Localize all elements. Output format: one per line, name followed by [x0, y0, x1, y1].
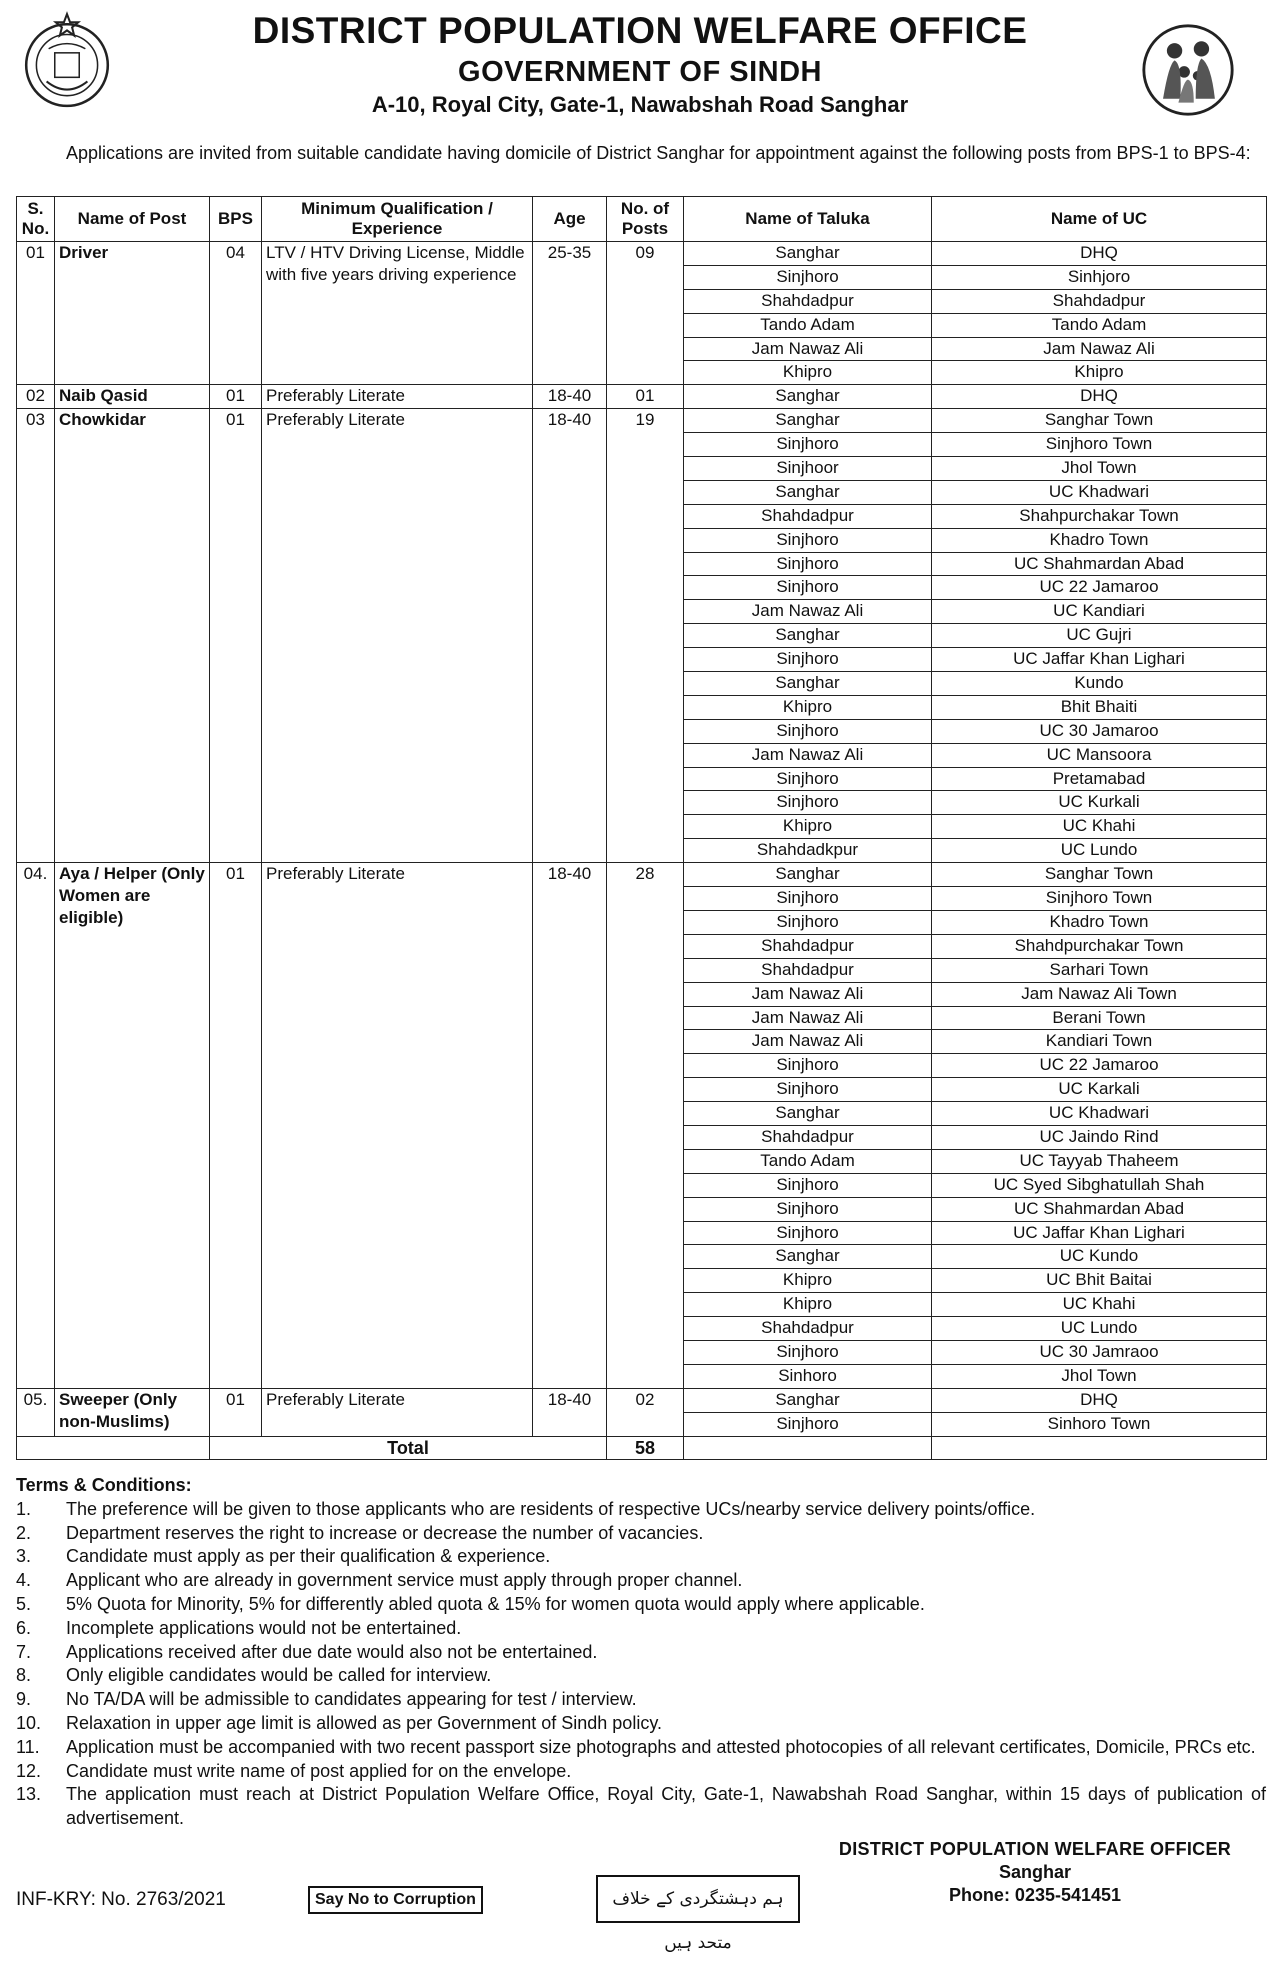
uc-cell: Shahdpurchakar Town: [932, 934, 1267, 958]
taluka-cell: Jam Nawaz Ali: [684, 1006, 932, 1030]
table-row: [17, 1388, 1267, 1412]
population-welfare-logo-icon: [1140, 22, 1236, 118]
term-number: 1.: [16, 1498, 32, 1519]
uc-cell: UC Jaffar Khan Lighari: [932, 648, 1267, 672]
taluka-cell: Sanghar: [684, 624, 932, 648]
table-row: [17, 863, 1267, 887]
qualification-cell: LTV / HTV Driving License, Middle with five years driving experience: [262, 242, 533, 385]
uc-cell: Khadro Town: [932, 528, 1267, 552]
post-name-cell: Aya / Helper (Only Women are eligible): [55, 863, 210, 1389]
bps-cell: 04: [210, 242, 262, 385]
term-text: The application must reach at District Population Welfare Office, Royal City, Gate-1, Nawabshah Road Sanghar, within 15 days of publication of advertisement.: [66, 1784, 1266, 1829]
age-cell: 18-40: [533, 863, 607, 1389]
posts-count-cell: 19: [607, 409, 684, 863]
signatory-place: Sanghar: [998, 1862, 1072, 1882]
uc-cell: UC 22 Jamaroo: [932, 576, 1267, 600]
term-text: Incomplete applications would not be entertained.: [66, 1617, 462, 1638]
term-number: 10.: [16, 1712, 42, 1733]
term-text: Applicant who are already in government service must apply through proper channel.: [66, 1570, 743, 1591]
uc-cell: Sarhari Town: [932, 958, 1267, 982]
serial-number-cell: 03: [17, 409, 55, 863]
taluka-cell: Sinjhoro: [684, 552, 932, 576]
uc-cell: Sinjhoro Town: [932, 433, 1267, 457]
qualification-cell: Preferably Literate: [262, 1388, 533, 1436]
header-posts: No. of Posts: [607, 197, 684, 242]
taluka-cell: Sinhoro: [684, 1364, 932, 1388]
uc-cell: Khadro Town: [932, 910, 1267, 934]
uc-cell: UC Kandiari: [932, 600, 1267, 624]
post-name-cell: Driver: [55, 242, 210, 385]
terms-section: [16, 1474, 1266, 1831]
uc-cell: Sanghar Town: [932, 863, 1267, 887]
taluka-cell: Sinjhoro: [684, 648, 932, 672]
taluka-cell: Jam Nawaz Ali: [684, 743, 932, 767]
term-text: No TA/DA will be admissible to candidates appearing for test / interview.: [66, 1689, 637, 1710]
taluka-cell: Shahdadpur: [684, 1317, 932, 1341]
taluka-cell: Khipro: [684, 1269, 932, 1293]
taluka-cell: Sanghar: [684, 385, 932, 409]
taluka-cell: Shahdadpur: [684, 1125, 932, 1149]
uc-cell: DHQ: [932, 385, 1267, 409]
uc-cell: Sinjhoro Town: [932, 887, 1267, 911]
term-text: Only eligible candidates would be called for interview.: [66, 1665, 492, 1686]
uc-cell: DHQ: [932, 242, 1267, 266]
term-text: The preference will be given to those applicants who are residents of respective UCs/nearby service delivery points/office.: [66, 1498, 1036, 1519]
taluka-cell: Sinjhoro: [684, 1054, 932, 1078]
post-name-cell: Sweeper (Only non-Muslims): [55, 1388, 210, 1436]
term-number: 2.: [16, 1522, 32, 1543]
uc-cell: UC Jaffar Khan Lighari: [932, 1221, 1267, 1245]
term-text: Application must be accompanied with two recent passport size photographs and attested photocopies of all relevant certificates, Domicile, PRCs etc.: [66, 1736, 1256, 1757]
signature-block: [800, 1838, 1270, 1907]
term-text: Relaxation in upper age limit is allowed as per Government of Sindh policy.: [66, 1712, 662, 1733]
term-item: [16, 1688, 1266, 1712]
taluka-cell: Sanghar: [684, 672, 932, 696]
uc-cell: Khipro: [932, 361, 1267, 385]
taluka-cell: Sanghar: [684, 409, 932, 433]
uc-cell: UC Jaindo Rind: [932, 1125, 1267, 1149]
sindh-government-seal-icon: [16, 10, 118, 112]
uc-cell: UC Kundo: [932, 1245, 1267, 1269]
term-item: [16, 1712, 1266, 1736]
serial-number-cell: 05.: [17, 1388, 55, 1436]
term-text: Department reserves the right to increase or decrease the number of vacancies.: [66, 1522, 704, 1543]
header-uc: Name of UC: [932, 197, 1267, 242]
uc-cell: UC Kurkali: [932, 791, 1267, 815]
age-cell: 18-40: [533, 1388, 607, 1436]
urdu-slogan-box: ہم دہشتگردی کے خلاف متحد ہیں: [596, 1875, 800, 1923]
serial-number-cell: 02: [17, 385, 55, 409]
uc-cell: UC 30 Jamraoo: [932, 1340, 1267, 1364]
intro-paragraph: Applications are invited from suitable candidate having domicile of District Sanghar for appointment against the following posts from BPS-1 to BPS-4:: [66, 143, 1251, 163]
uc-cell: UC Lundo: [932, 839, 1267, 863]
term-item: [16, 1498, 1266, 1522]
uc-cell: UC Karkali: [932, 1078, 1267, 1102]
taluka-cell: Sinjhoro: [684, 1173, 932, 1197]
taluka-cell: Sinjhoro: [684, 1221, 932, 1245]
term-number: 9.: [16, 1689, 32, 1710]
qualification-cell: Preferably Literate: [262, 863, 533, 1389]
taluka-cell: Sanghar: [684, 1245, 932, 1269]
uc-cell: UC Khahi: [932, 1293, 1267, 1317]
taluka-cell: Sinjhoro: [684, 910, 932, 934]
taluka-cell: Shahdadpur: [684, 934, 932, 958]
age-cell: 18-40: [533, 385, 607, 409]
term-text: Candidate must write name of post applied for on the envelope.: [66, 1760, 572, 1781]
uc-cell: Bhit Bhaiti: [932, 695, 1267, 719]
term-number: 6.: [16, 1617, 32, 1638]
taluka-cell: Jam Nawaz Ali: [684, 982, 932, 1006]
term-item: [16, 1545, 1266, 1569]
uc-cell: UC Mansoora: [932, 743, 1267, 767]
taluka-cell: Sanghar: [684, 863, 932, 887]
taluka-cell: Sinjhoro: [684, 1340, 932, 1364]
uc-cell: UC Khadwari: [932, 1102, 1267, 1126]
post-name-cell: Naib Qasid: [55, 385, 210, 409]
taluka-cell: Khipro: [684, 361, 932, 385]
total-empty-cell: [932, 1436, 1267, 1460]
header-qualification: Minimum Qualification / Experience: [262, 197, 533, 242]
term-text: Candidate must apply as per their qualification & experience.: [66, 1546, 551, 1567]
taluka-cell: Sinjhoro: [684, 576, 932, 600]
uc-cell: UC Shahmardan Abad: [932, 552, 1267, 576]
terms-title: Terms & Conditions:: [16, 1475, 192, 1495]
taluka-cell: Sinjhoro: [684, 528, 932, 552]
bps-cell: 01: [210, 385, 262, 409]
table-row: [17, 409, 1267, 433]
taluka-cell: Jam Nawaz Ali: [684, 600, 932, 624]
posts-count-cell: 28: [607, 863, 684, 1389]
uc-cell: Tando Adam: [932, 313, 1267, 337]
uc-cell: UC Khadwari: [932, 480, 1267, 504]
bps-cell: 01: [210, 409, 262, 863]
uc-cell: Jam Nawaz Ali: [932, 337, 1267, 361]
taluka-cell: Sanghar: [684, 480, 932, 504]
taluka-cell: Tando Adam: [684, 313, 932, 337]
term-item: [16, 1641, 1266, 1665]
term-item: [16, 1569, 1266, 1593]
uc-cell: Shahpurchakar Town: [932, 504, 1267, 528]
header-age: Age: [533, 197, 607, 242]
posts-count-cell: 09: [607, 242, 684, 385]
uc-cell: UC Syed Sibghatullah Shah: [932, 1173, 1267, 1197]
bps-cell: 01: [210, 863, 262, 1389]
terms-list: [16, 1498, 1266, 1831]
age-cell: 18-40: [533, 409, 607, 863]
signatory-title: DISTRICT POPULATION WELFARE OFFICER: [838, 1839, 1232, 1859]
taluka-cell: Sinjhoro: [684, 791, 932, 815]
term-number: 13.: [16, 1784, 42, 1805]
serial-number-cell: 01: [17, 242, 55, 385]
term-item: [16, 1736, 1266, 1760]
taluka-cell: Sinjhoro: [684, 1078, 932, 1102]
uc-cell: Berani Town: [932, 1006, 1267, 1030]
term-item: [16, 1760, 1266, 1784]
signatory-phone: Phone: 0235-541451: [948, 1885, 1122, 1905]
term-number: 12.: [16, 1760, 42, 1781]
uc-cell: Jhol Town: [932, 457, 1267, 481]
uc-cell: Sinhjoro: [932, 265, 1267, 289]
taluka-cell: Sinjhoro: [684, 767, 932, 791]
taluka-cell: Sinjhoro: [684, 1197, 932, 1221]
header-sno: S. No.: [17, 197, 55, 242]
total-empty-cell: [684, 1436, 932, 1460]
total-spacer: [17, 1436, 210, 1460]
say-no-to-corruption-badge: Say No to Corruption: [308, 1886, 483, 1914]
uc-cell: Sinhoro Town: [932, 1412, 1267, 1436]
taluka-cell: Shahdadpur: [684, 504, 932, 528]
term-number: 7.: [16, 1641, 32, 1662]
header-taluka: Name of Taluka: [684, 197, 932, 242]
uc-cell: UC Gujri: [932, 624, 1267, 648]
header-post: Name of Post: [55, 197, 210, 242]
taluka-cell: Shahdadpur: [684, 289, 932, 313]
uc-cell: UC Bhit Baitai: [932, 1269, 1267, 1293]
uc-cell: UC Shahmardan Abad: [932, 1197, 1267, 1221]
header-bps: BPS: [210, 197, 262, 242]
serial-number-cell: 04.: [17, 863, 55, 1389]
taluka-cell: Sinjhoro: [684, 265, 932, 289]
term-item: [16, 1522, 1266, 1546]
term-number: 3.: [16, 1546, 32, 1567]
advertisement-reference: INF-KRY: No. 2763/2021: [16, 1889, 226, 1910]
term-number: 11.: [16, 1736, 40, 1757]
term-item: [16, 1593, 1266, 1617]
qualification-cell: Preferably Literate: [262, 385, 533, 409]
uc-cell: Sanghar Town: [932, 409, 1267, 433]
taluka-cell: Shahdadpur: [684, 958, 932, 982]
uc-cell: Jhol Town: [932, 1364, 1267, 1388]
government-subtitle: GOVERNMENT OF SINDH: [458, 56, 822, 88]
term-text: 5% Quota for Minority, 5% for differently abled quota & 15% for women quota would apply where applicable.: [66, 1593, 925, 1614]
uc-cell: UC 30 Jamaroo: [932, 719, 1267, 743]
header: [0, 0, 1285, 120]
taluka-cell: Shahdadkpur: [684, 839, 932, 863]
uc-cell: UC 22 Jamaroo: [932, 1054, 1267, 1078]
uc-cell: Kundo: [932, 672, 1267, 696]
term-item: [16, 1617, 1266, 1641]
uc-cell: Kandiari Town: [932, 1030, 1267, 1054]
total-row: [17, 1436, 1267, 1460]
uc-cell: DHQ: [932, 1388, 1267, 1412]
posts-count-cell: 01: [607, 385, 684, 409]
total-value: 58: [607, 1436, 684, 1460]
taluka-cell: Khipro: [684, 695, 932, 719]
taluka-cell: Khipro: [684, 815, 932, 839]
table-row: [17, 385, 1267, 409]
table-row: [17, 242, 1267, 266]
table-header-row: [17, 197, 1267, 242]
office-title: DISTRICT POPULATION WELFARE OFFICE: [252, 10, 1028, 51]
posts-count-cell: 02: [607, 1388, 684, 1436]
term-number: 5.: [16, 1593, 32, 1614]
total-label: Total: [210, 1436, 607, 1460]
uc-cell: Jam Nawaz Ali Town: [932, 982, 1267, 1006]
age-cell: 25-35: [533, 242, 607, 385]
taluka-cell: Sanghar: [684, 242, 932, 266]
taluka-cell: Sinjhoor: [684, 457, 932, 481]
taluka-cell: Tando Adam: [684, 1149, 932, 1173]
taluka-cell: Sanghar: [684, 1388, 932, 1412]
uc-cell: Shahdadpur: [932, 289, 1267, 313]
bps-cell: 01: [210, 1388, 262, 1436]
term-item: [16, 1664, 1266, 1688]
taluka-cell: Sinjhoro: [684, 433, 932, 457]
qualification-cell: Preferably Literate: [262, 409, 533, 863]
term-number: 4.: [16, 1570, 32, 1591]
term-text: Applications received after due date would also not be entertained.: [66, 1641, 598, 1662]
taluka-cell: Sinjhoro: [684, 1412, 932, 1436]
taluka-cell: Sanghar: [684, 1102, 932, 1126]
taluka-cell: Khipro: [684, 1293, 932, 1317]
term-item: [16, 1783, 1266, 1831]
uc-cell: UC Lundo: [932, 1317, 1267, 1341]
vacancies-table: [16, 196, 1267, 1460]
uc-cell: UC Khahi: [932, 815, 1267, 839]
uc-cell: UC Tayyab Thaheem: [932, 1149, 1267, 1173]
table-body: [17, 242, 1267, 1460]
taluka-cell: Jam Nawaz Ali: [684, 337, 932, 361]
taluka-cell: Jam Nawaz Ali: [684, 1030, 932, 1054]
office-address: A-10, Royal City, Gate-1, Nawabshah Road Sanghar: [371, 92, 909, 117]
post-name-cell: Chowkidar: [55, 409, 210, 863]
term-number: 8.: [16, 1665, 32, 1686]
uc-cell: Pretamabad: [932, 767, 1267, 791]
taluka-cell: Sinjhoro: [684, 719, 932, 743]
taluka-cell: Sinjhoro: [684, 887, 932, 911]
